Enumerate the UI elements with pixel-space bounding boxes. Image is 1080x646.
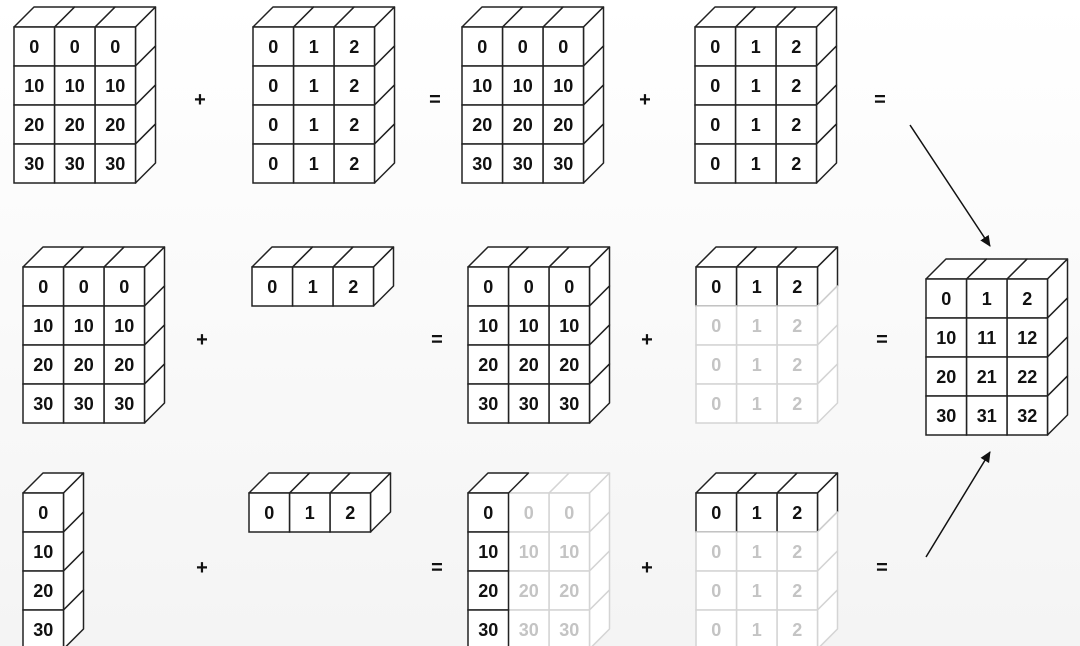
matrix-cell: [468, 384, 509, 423]
cell-value: 1: [751, 277, 762, 297]
cell-value: 1: [751, 620, 762, 640]
matrix-cell: [737, 384, 778, 423]
matrix-cell: [736, 105, 777, 144]
cell-value: 0: [477, 37, 488, 57]
cell-value: 1: [308, 154, 319, 174]
cell-value: 20: [114, 355, 135, 375]
cell-value: 20: [33, 581, 54, 601]
cell-value: 20: [518, 581, 539, 601]
matrix-cell: [509, 384, 550, 423]
cell-value: 0: [710, 76, 721, 96]
cell-value: 10: [472, 76, 493, 96]
row2-array-b: [252, 247, 394, 306]
cell-value: 0: [483, 277, 494, 297]
cell-value: 30: [518, 620, 539, 640]
equals-operator: =: [429, 89, 441, 111]
matrix-cell: [462, 144, 503, 183]
cell-value: 1: [750, 76, 761, 96]
plus-operator: +: [196, 557, 208, 579]
cell-value: 2: [349, 115, 360, 135]
cell-value: 0: [711, 277, 722, 297]
matrix-cell: [737, 532, 778, 571]
cell-value: 0: [711, 503, 722, 523]
row1-array-a: [14, 7, 156, 183]
cell-value: 10: [105, 76, 126, 96]
cell-value: 10: [553, 76, 574, 96]
row3-array-b-broadcast: [696, 473, 838, 646]
cell-value: 20: [472, 115, 493, 135]
cell-value: 11: [977, 328, 997, 348]
cell-value: 2: [349, 76, 360, 96]
matrix-cell: [64, 345, 105, 384]
cell-value: 30: [24, 154, 45, 174]
cell-value: 2: [791, 37, 802, 57]
cell-value: 0: [564, 277, 575, 297]
row3-array-a-broadcast: [468, 473, 610, 646]
matrix-cell: [14, 105, 55, 144]
matrix-cell: [967, 357, 1008, 396]
row2-array-b-broadcast: [696, 247, 838, 423]
cell-value: 10: [518, 542, 539, 562]
arrow-to-result-bottom: [926, 452, 990, 557]
matrix-cell: [737, 306, 778, 345]
cell-value: 10: [478, 316, 499, 336]
cell-value: 0: [564, 503, 575, 523]
cell-value: 30: [553, 154, 574, 174]
cell-value: 10: [114, 316, 135, 336]
cell-value: 20: [553, 115, 574, 135]
cell-value: 0: [711, 581, 722, 601]
cell-value: 1: [304, 503, 315, 523]
matrix-cell: [468, 532, 509, 571]
cell-value: 1: [751, 394, 762, 414]
cell-value: 0: [711, 620, 722, 640]
row1-array-b-broadcast: [695, 7, 837, 183]
matrix-cell: [737, 571, 778, 610]
cell-value: 2: [791, 76, 802, 96]
cell-value: 1: [751, 316, 762, 336]
cell-value: 21: [976, 367, 997, 387]
cell-value: 0: [711, 394, 722, 414]
cell-value: 1: [750, 115, 761, 135]
matrix-cell: [737, 610, 778, 646]
cell-value: 20: [73, 355, 94, 375]
matrix-cell: [695, 144, 736, 183]
matrix-cell: [253, 144, 294, 183]
matrix-cell: [64, 306, 105, 345]
cell-value: 1: [750, 37, 761, 57]
cell-value: 1: [750, 154, 761, 174]
cell-value: 0: [710, 115, 721, 135]
matrix-cell: [736, 144, 777, 183]
cell-value: 2: [792, 620, 803, 640]
matrix-cell: [462, 105, 503, 144]
cell-value: 0: [119, 277, 130, 297]
matrix-cell: [509, 345, 550, 384]
cell-value: 0: [267, 277, 278, 297]
cell-value: 30: [559, 394, 580, 414]
row2-array-a-broadcast: [468, 247, 610, 423]
cell-value: 2: [792, 542, 803, 562]
cell-value: 32: [1017, 406, 1038, 426]
cell-value: 0: [483, 503, 494, 523]
cell-value: 30: [478, 620, 499, 640]
matrix-cell: [696, 571, 737, 610]
cell-value: 10: [559, 316, 580, 336]
equals-operator: =: [876, 329, 888, 351]
matrix-cell: [696, 345, 737, 384]
row1-array-a-broadcast: [462, 7, 604, 183]
matrix-cell: [55, 105, 96, 144]
cell-value: 2: [791, 154, 802, 174]
cell-value: 30: [512, 154, 533, 174]
matrix-cell: [509, 571, 550, 610]
matrix-cell: [926, 396, 967, 435]
cell-value: 12: [1017, 328, 1038, 348]
cell-value: 30: [478, 394, 499, 414]
cell-value: 2: [792, 503, 803, 523]
matrix-cell: [503, 144, 544, 183]
matrix-cell: [468, 571, 509, 610]
matrix-cell: [23, 306, 64, 345]
cell-value: 30: [114, 394, 135, 414]
matrix-cell: [462, 66, 503, 105]
cell-value: 10: [64, 76, 85, 96]
equals-operator: =: [431, 557, 443, 579]
row1-array-b: [253, 7, 395, 183]
matrix-cell: [696, 532, 737, 571]
cell-value: 2: [1022, 289, 1033, 309]
matrix-cell: [14, 66, 55, 105]
cell-value: 20: [559, 355, 580, 375]
matrix-cell: [253, 66, 294, 105]
equals-operator: =: [874, 89, 886, 111]
cell-value: 2: [792, 355, 803, 375]
cell-value: 0: [558, 37, 569, 57]
matrix-cell: [967, 318, 1008, 357]
cell-value: 20: [478, 581, 499, 601]
matrix-cell: [926, 318, 967, 357]
matrix-cell: [253, 105, 294, 144]
row2-array-a: [23, 247, 165, 423]
matrix-cell: [695, 66, 736, 105]
cell-value: 1: [307, 277, 318, 297]
cell-value: 0: [941, 289, 952, 309]
cell-value: 1: [308, 115, 319, 135]
matrix-cell: [503, 105, 544, 144]
equals-operator: =: [876, 557, 888, 579]
cell-value: 20: [24, 115, 45, 135]
matrix-cell: [967, 396, 1008, 435]
cell-value: 2: [345, 503, 356, 523]
cell-value: 10: [518, 316, 539, 336]
arrow-to-result-top: [910, 125, 990, 246]
cell-value: 2: [348, 277, 359, 297]
matrix-cell: [23, 345, 64, 384]
cell-value: 30: [518, 394, 539, 414]
cell-value: 30: [472, 154, 493, 174]
matrix-cell: [468, 345, 509, 384]
matrix-cell: [23, 384, 64, 423]
plus-operator: +: [639, 89, 651, 111]
cell-value: 0: [711, 542, 722, 562]
cell-value: 31: [976, 406, 997, 426]
cell-value: 0: [29, 37, 40, 57]
cell-value: 20: [936, 367, 957, 387]
cell-value: 2: [792, 581, 803, 601]
matrix-cell: [468, 306, 509, 345]
result-array: [926, 259, 1068, 435]
matrix-cell: [696, 384, 737, 423]
cell-value: 2: [349, 154, 360, 174]
cell-value: 1: [981, 289, 992, 309]
cell-value: 20: [33, 355, 54, 375]
matrix-cell: [294, 105, 335, 144]
cell-value: 20: [518, 355, 539, 375]
cell-value: 0: [711, 355, 722, 375]
matrix-cell: [14, 144, 55, 183]
cell-value: 1: [308, 76, 319, 96]
matrix-cell: [695, 105, 736, 144]
cell-value: 0: [268, 115, 279, 135]
cell-value: 10: [478, 542, 499, 562]
cell-value: 0: [711, 316, 722, 336]
matrix-cell: [737, 345, 778, 384]
cell-value: 30: [559, 620, 580, 640]
cell-value: 10: [33, 542, 54, 562]
cell-value: 1: [751, 581, 762, 601]
row3-array-a: [23, 473, 84, 646]
cell-value: 0: [38, 503, 49, 523]
cell-value: 0: [38, 277, 49, 297]
cell-value: 10: [559, 542, 580, 562]
matrix-cell: [696, 610, 737, 646]
cell-value: 1: [751, 503, 762, 523]
matrix-cell: [55, 66, 96, 105]
cell-value: 0: [523, 277, 534, 297]
cell-value: 30: [936, 406, 957, 426]
matrix-cell: [64, 384, 105, 423]
cell-value: 30: [33, 394, 54, 414]
equals-operator: =: [431, 329, 443, 351]
matrix-cell: [509, 532, 550, 571]
matrix-cell: [926, 357, 967, 396]
cell-value: 20: [512, 115, 533, 135]
matrix-cell: [294, 66, 335, 105]
cell-value: 20: [105, 115, 126, 135]
cell-value: 22: [1017, 367, 1038, 387]
cell-value: 1: [751, 355, 762, 375]
cell-value: 0: [69, 37, 80, 57]
matrix-cell: [294, 144, 335, 183]
cell-value: 30: [33, 620, 54, 640]
cell-value: 0: [78, 277, 89, 297]
cell-value: 10: [33, 316, 54, 336]
row3-array-b: [249, 473, 391, 532]
cell-value: 10: [24, 76, 45, 96]
matrix-cell: [736, 66, 777, 105]
matrix-cell: [503, 66, 544, 105]
cell-value: 0: [264, 503, 275, 523]
cell-value: 20: [478, 355, 499, 375]
matrix-cell: [509, 610, 550, 646]
cell-value: 10: [512, 76, 533, 96]
cell-value: 0: [268, 76, 279, 96]
plus-operator: +: [194, 89, 206, 111]
matrix-cell: [696, 306, 737, 345]
cell-value: 2: [792, 394, 803, 414]
cell-value: 30: [105, 154, 126, 174]
cell-value: 0: [110, 37, 121, 57]
cell-value: 1: [751, 542, 762, 562]
cell-value: 10: [936, 328, 957, 348]
cell-value: 0: [268, 37, 279, 57]
cell-value: 0: [523, 503, 534, 523]
plus-operator: +: [196, 329, 208, 351]
matrix-cell: [55, 144, 96, 183]
cell-value: 2: [791, 115, 802, 135]
matrix-cell: [468, 610, 509, 646]
cell-value: 0: [710, 37, 721, 57]
cell-value: 30: [73, 394, 94, 414]
cell-value: 0: [268, 154, 279, 174]
cell-value: 2: [792, 316, 803, 336]
matrix-cell: [509, 306, 550, 345]
cell-value: 2: [792, 277, 803, 297]
cell-value: 0: [710, 154, 721, 174]
cell-value: 1: [308, 37, 319, 57]
plus-operator: +: [641, 329, 653, 351]
plus-operator: +: [641, 557, 653, 579]
cell-value: 2: [349, 37, 360, 57]
cell-value: 20: [64, 115, 85, 135]
cell-value: 10: [73, 316, 94, 336]
cell-value: 0: [517, 37, 528, 57]
cell-value: 20: [559, 581, 580, 601]
cell-value: 30: [64, 154, 85, 174]
